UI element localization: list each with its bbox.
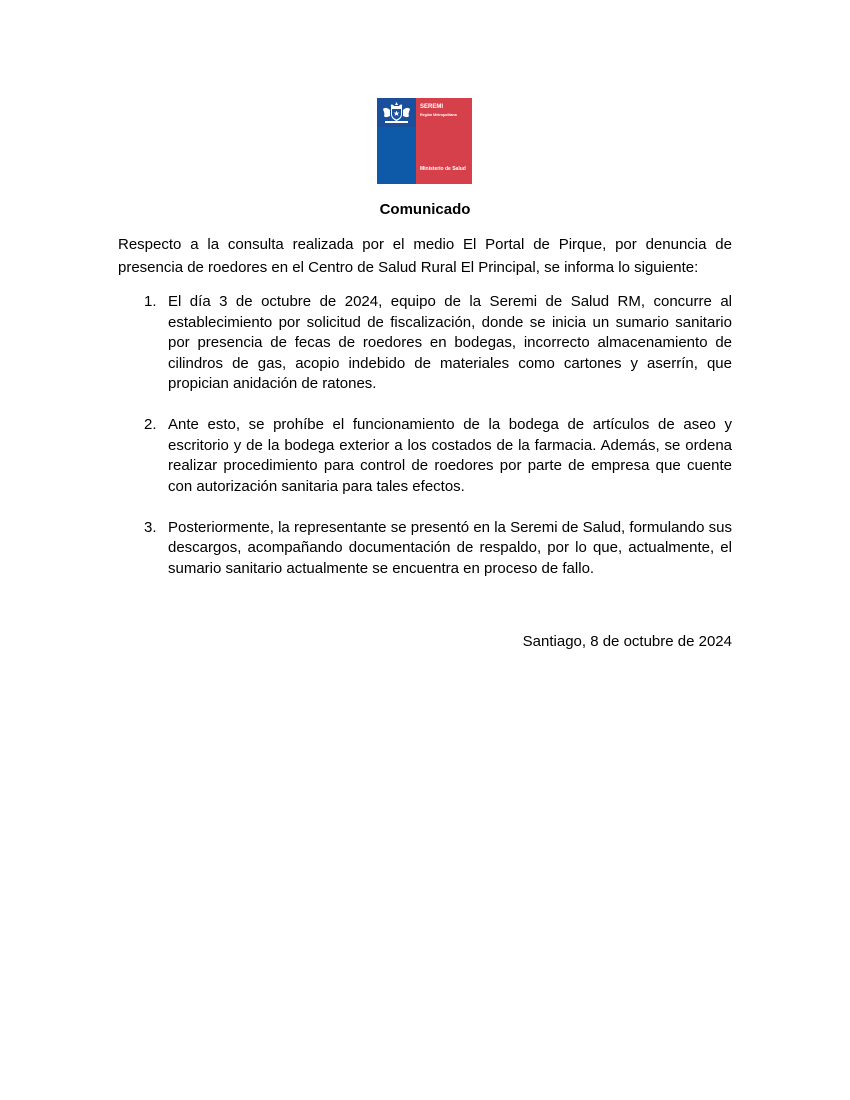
list-item-number: 3. (144, 518, 157, 536)
document-title: Comunicado (379, 201, 471, 218)
coat-of-arms-icon (381, 101, 412, 125)
intro-paragraph: Respecto a la consulta realizada por el medio El Portal de Pirque, por denuncia de presencia de roedores en el Centro de Salud Rural El Principal, se informa lo siguiente: (118, 236, 732, 276)
list-item (118, 518, 732, 580)
list-item (118, 292, 732, 395)
list-item-number: 2. (144, 416, 157, 433)
seremi-logo (377, 98, 472, 184)
logo-blue-panel (377, 98, 416, 184)
logo-red-panel (416, 98, 472, 184)
logo-text-seremi: SEREMI (420, 104, 444, 110)
place-date-signoff: Santiago, 8 de octubre de 2024 (522, 633, 732, 650)
list-item-text: El día 3 de octubre de 2024, equipo de la Seremi de Salud RM, concurre al establecimiento por solicitud de fiscalización, donde se inicia un sumario sanitario por presencia de fecas de roedores en bodegas, incorrecto almacenamiento de cilindros de gas, acopio indebido de materiales como cartones y aserrín, que propician anidación de ratones. (168, 293, 732, 392)
list-item (118, 415, 732, 497)
logo-text-ministerio: Ministerio de Salud (420, 166, 466, 172)
list-item-number: 1. (144, 293, 157, 310)
numbered-list (118, 292, 732, 600)
logo-text-region: Región Metropolitana (420, 113, 457, 117)
list-item-text: Posteriormente, la representante se presentó en la Seremi de Salud, formulando sus descargos, acompañando documentación de respaldo, por lo que, actualmente, el sumario sanitario actualmente se encuentra en proceso de fallo. (168, 518, 732, 577)
list-item-text: Ante esto, se prohíbe el funcionamiento de la bodega de artículos de aseo y escritorio y de la bodega exterior a los costados de la farmacia. Además, se ordena realizar procedimiento para control de roedores por parte de empresa que cuente con autorización sanitaria para tales efectos. (168, 416, 732, 495)
